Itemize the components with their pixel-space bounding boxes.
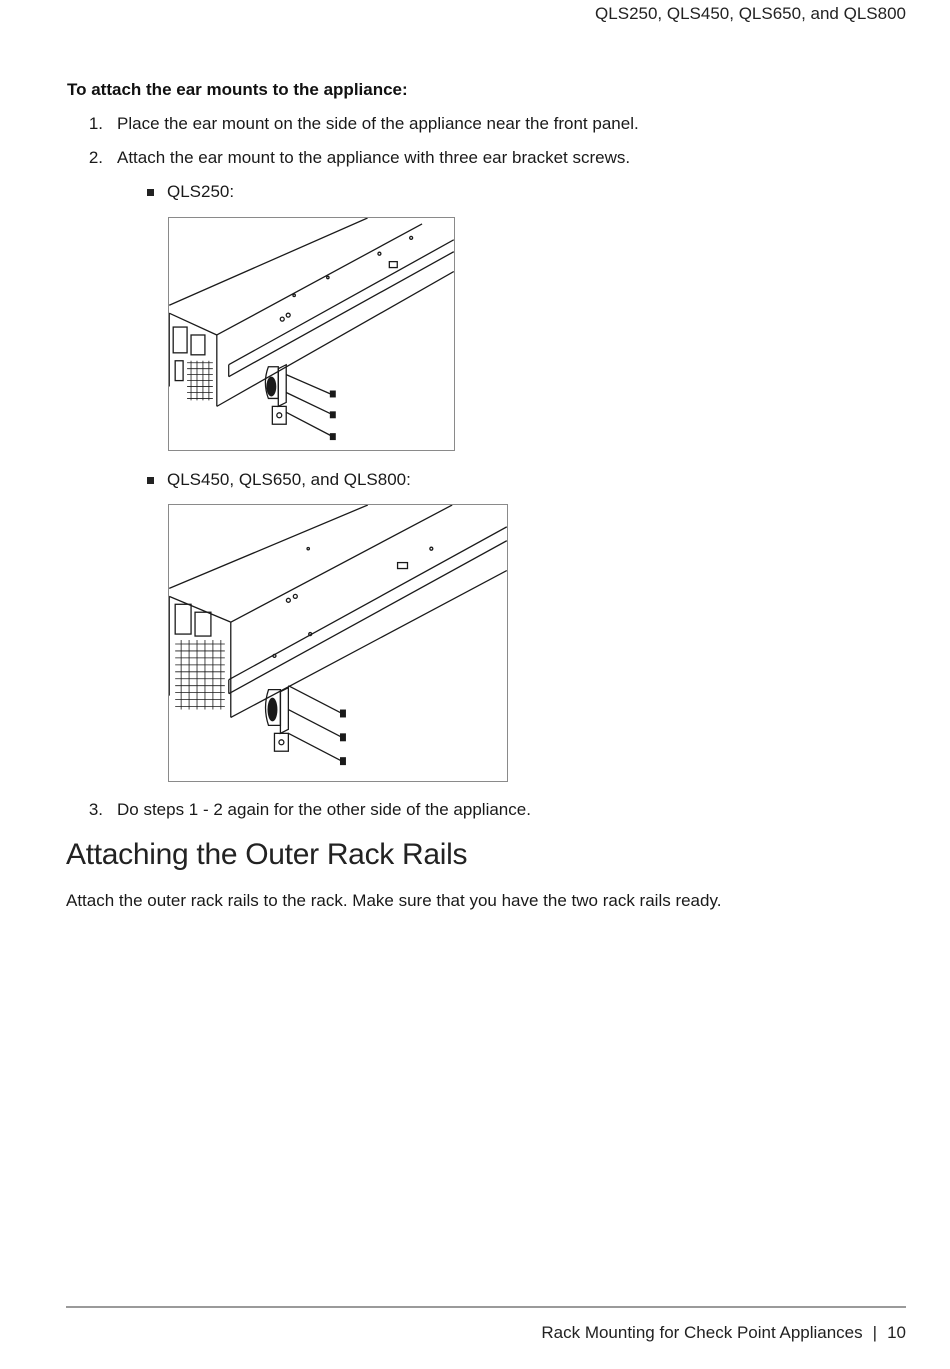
page-header-title: QLS250, QLS450, QLS650, and QLS800 <box>595 4 906 23</box>
footer-doc-title: Rack Mounting for Check Point Appliances <box>541 1323 863 1342</box>
step-number: 1. <box>88 114 103 133</box>
step-3 <box>67 800 767 822</box>
step-2 <box>67 148 767 170</box>
step-1 <box>67 114 767 136</box>
step-text: Do steps 1 - 2 again for the other side of the appliance. <box>117 800 531 819</box>
step-number: 3. <box>88 800 103 819</box>
model-label: QLS250: <box>167 182 235 201</box>
section-heading: Attaching the Outer Rack Rails <box>66 838 468 871</box>
bullet-square-icon <box>147 189 154 196</box>
step-number: 2. <box>88 148 103 167</box>
step-text: Attach the ear mount to the appliance with three ear bracket screws. <box>117 148 631 167</box>
procedure-heading: To attach the ear mounts to the appliance: <box>67 80 408 99</box>
model-bullet-qls450-qls650-qls800 <box>147 470 547 492</box>
page-footer <box>541 1323 906 1343</box>
appliance-diagram-icon <box>169 505 507 781</box>
bullet-square-icon <box>147 477 154 484</box>
model-bullet-qls250 <box>147 182 547 204</box>
model-label: QLS450, QLS650, and QLS800: <box>167 470 411 489</box>
qls250-ear-mount-illustration <box>168 217 455 451</box>
footer-separator: | <box>872 1323 878 1342</box>
step-text: Place the ear mount on the side of the appliance near the front panel. <box>117 114 639 133</box>
appliance-diagram-icon <box>169 218 454 450</box>
page-number: 10 <box>887 1323 906 1342</box>
qls450-650-800-ear-mount-illustration <box>168 504 508 782</box>
section-paragraph: Attach the outer rack rails to the rack. Make sure that you have the two rack rails ready. <box>66 891 722 910</box>
footer-divider <box>66 1306 906 1308</box>
